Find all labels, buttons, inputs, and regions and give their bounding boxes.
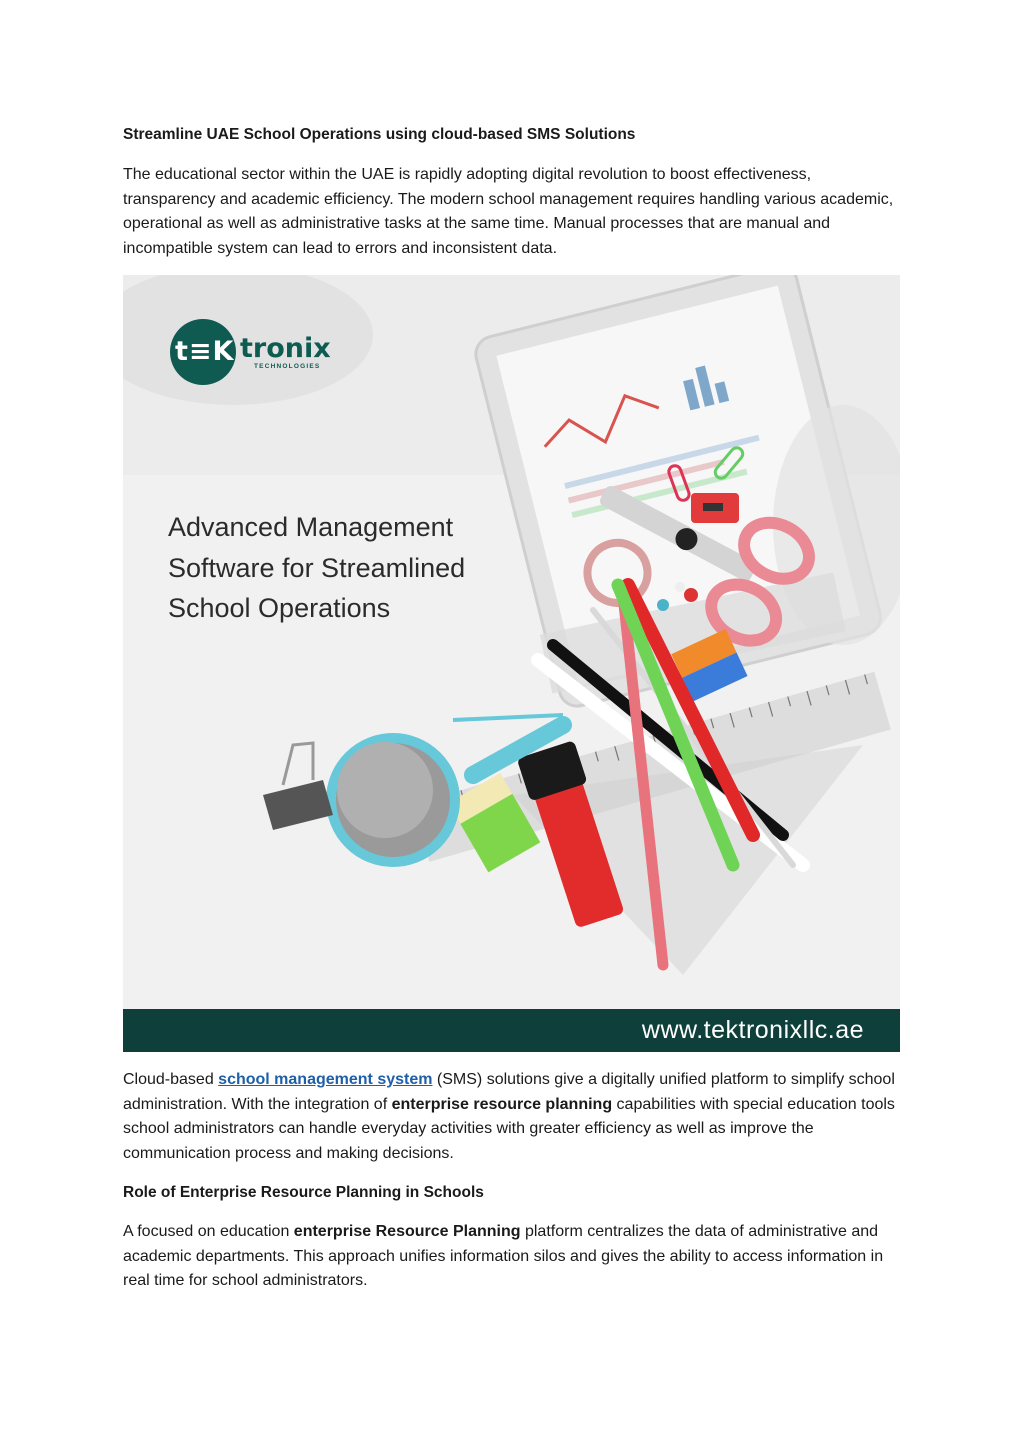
promo-banner-image — [123, 275, 900, 1052]
logo-mark: t≡K — [175, 336, 235, 367]
erp-text-1: A focused on education — [123, 1223, 294, 1240]
erp-bold-term-2: enterprise Resource Planning — [293, 1223, 521, 1240]
sms-text-1: Cloud-based — [123, 1071, 219, 1088]
erp-bold-term: enterprise resource planning — [391, 1095, 613, 1113]
erp-section-heading: Role of Enterprise Resource Planning in Schools — [123, 1184, 484, 1201]
erp-paragraph — [123, 1220, 900, 1294]
sms-paragraph — [123, 1068, 900, 1166]
banner-headline: Advanced Management Software for Streamlined School Operations — [168, 512, 466, 623]
document-title: Streamline UAE School Operations using cloud-based SMS Solutions — [123, 126, 636, 143]
logo-wordmark: tronix — [240, 333, 331, 364]
banner-website-bar: www.tektronixllc.ae — [123, 1009, 900, 1052]
sms-text-2: (SMS) solutions give a digitally unified platform to simplify school administration. With the integration of — [123, 1071, 895, 1113]
erp-text-2: platform centralizes the data of administrative and academic departments. This approach unifies information silos and gives the ability to access information in real time for school administrators. — [123, 1223, 884, 1290]
school-management-system-link[interactable]: school management system — [218, 1071, 433, 1088]
tektronix-logo — [170, 319, 400, 385]
sms-text-3: capabilities with special education tools school administrators can handle everyday activities with greater efficiency as well as improve the communication process and making decisions. — [123, 1095, 895, 1162]
intro-paragraph: The educational sector within the UAE is rapidly adopting digital revolution to boost effectiveness, transparency and academic efficiency. The modern school management requires handling various academic, operational as well as administrative tasks at the same time. Manual processes that are manual and incompatible system can lead to errors and inconsistent data. — [123, 166, 894, 257]
school-supplies-illustration — [123, 275, 900, 1052]
logo-tagline: TECHNOLOGIES — [254, 363, 321, 370]
